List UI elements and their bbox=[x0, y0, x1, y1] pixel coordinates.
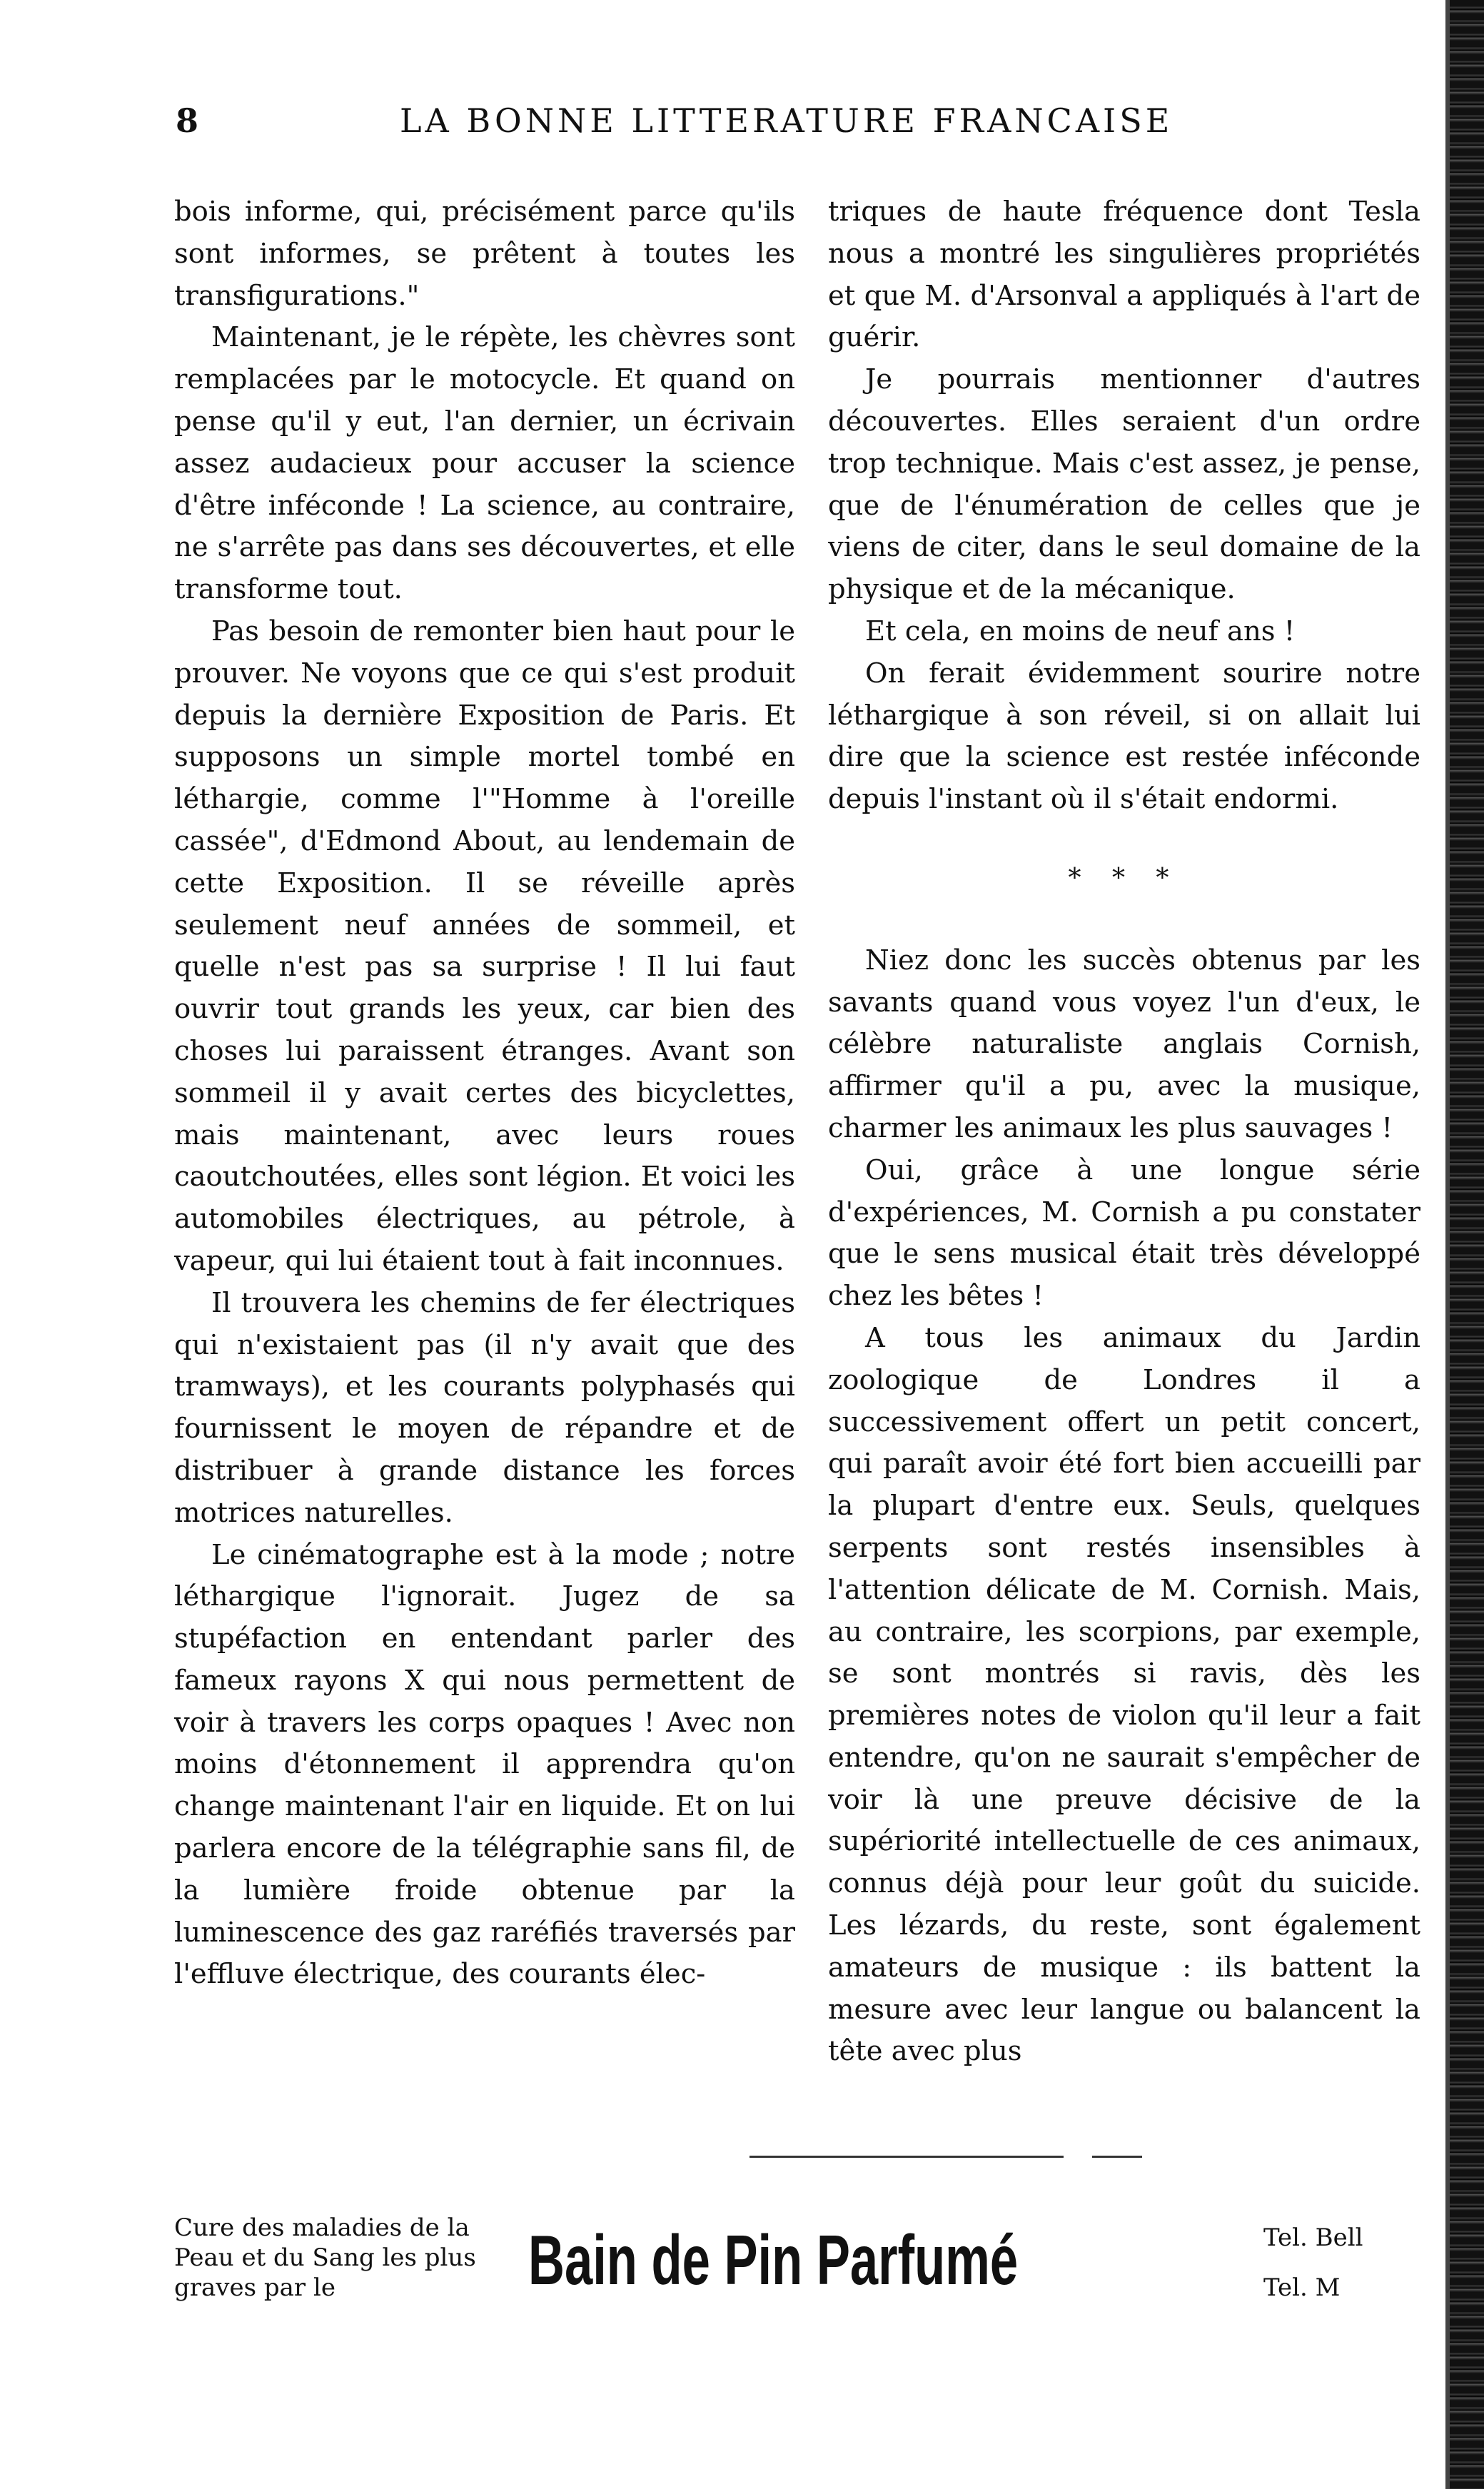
telephone-line-1: Tel. Bell bbox=[1263, 2223, 1363, 2252]
advertisement-telephone bbox=[1263, 2213, 1435, 2313]
scan-border bbox=[1450, 0, 1484, 2489]
right-paragraph-5: Niez donc les succès obtenus par les savants quand vous voyez l'un d'eux, le célèbre naturaliste anglais Cornish, affirmer qu'il a pu, avec la musique, charmer les animaux les plus sauvages ! bbox=[828, 944, 1420, 1144]
footer-rule-short bbox=[1092, 2156, 1142, 2158]
left-paragraph-3: Pas besoin de remonter bien haut pour le prouver. Ne voyons que ce qui s'est produit depuis la dernière Exposition de Paris. Et supposons un simple mortel tombé en léthargie, comme l'"Homme à l'oreille cassée", d'Edmond About, au lendemain de cette Exposition. Il se réveille après seulement neuf années de sommeil, et quelle n'est pas sa surprise ! Il lui faut ouvrir tout grands les yeux, car bien des choses lui paraissent étranges. Avant son sommeil il y avait certes des bicyclettes, mais maintenant, avec leurs roues caoutchoutées, elles sont légion. Et voici les automobiles électriques, au pétrole, à vapeur, qui lui étaient tout à fait inconnues. bbox=[174, 615, 795, 1277]
left-paragraph-1: bois informe, qui, précisément parce qu'ils sont informes, se prêtent à toutes les transfigurations." bbox=[174, 196, 795, 312]
section-separator: * * * bbox=[1068, 863, 1181, 893]
right-paragraph-7: A tous les animaux du Jardin zoologique de Londres il a successivement offert un petit concert, qui paraît avoir été fort bien accueilli par la plupart d'entre eux. Seuls, quelques serpents sont restés insensibles à l'attention délicate de M. Cornish. Mais, au contraire, les scorpions, par exemple, se sont montrés si ravis, dès les premières notes de violon qu'il leur a fait entendre, qu'on ne saurait s'empêcher de voir là une preuve décisive de la supériorité intellectuelle de ces animaux, connus déjà pour leur goût du suicide. Les lézards, du reste, sont également amateurs de musique : ils battent la mesure avec leur langue ou balancent la tête avec plus bbox=[828, 1321, 1420, 2068]
right-paragraph-2: Je pourrais mentionner d'autres découvertes. Elles seraient d'un ordre trop technique. Mais c'est assez, je pense, que de l'énumération de celles que je viens de citer, dans le seul domaine de la physique et de la mécanique. bbox=[828, 363, 1420, 606]
right-paragraph-1: triques de haute fréquence dont Tesla nous a montré les singulières propriétés et que M. d'Arsonval a appliqués à l'art de guérir. bbox=[828, 196, 1420, 354]
running-title: LA BONNE LITTERATURE FRANCAISE bbox=[400, 101, 1173, 140]
right-column bbox=[828, 191, 1420, 2204]
page-number: 8 bbox=[176, 101, 199, 140]
right-paragraph-6: Oui, grâce à une longue série d'expériences, M. Cornish a pu constater que le sens musical était très développé chez les bêtes ! bbox=[828, 1153, 1420, 1313]
right-paragraph-4: On ferait évidemment sourire notre léthargique à son réveil, si on allait lui dire que la science est restée inféconde depuis l'instant où il s'était endormi. bbox=[828, 657, 1420, 816]
telephone-line-2: Tel. M bbox=[1263, 2273, 1341, 2302]
left-paragraph-2: Maintenant, je le répète, les chèvres sont remplacées par le motocycle. Et quand on pense qu'il y eut, l'an dernier, un écrivain assez audacieux pour accuser la science d'être inféconde ! La science, au contraire, ne s'arrête pas dans ses découvertes, et elle transforme tout. bbox=[174, 321, 795, 606]
advertisement-headline: Bain de Pin Parfumé bbox=[528, 2221, 1019, 2299]
right-paragraph-3: Et cela, en moins de neuf ans ! bbox=[865, 615, 1296, 647]
footer-rule bbox=[749, 2156, 1064, 2158]
left-paragraph-5: Le cinématographe est à la mode ; notre léthargique l'ignorait. Jugez de sa stupéfaction en entendant parler des fameux rayons X qui nous permettent de voir à travers les corps opaques ! Avec non moins d'étonnement il apprendra qu'on change maintenant l'air en liquide. Et on lui parlera encore de la télégraphie sans fil, de la lumière froide obtenue par la luminescence des gaz raréfiés traversés par l'effluve électrique, des courants élec- bbox=[174, 1538, 795, 1991]
left-paragraph-4: Il trouvera les chemins de fer électriques qui n'existaient pas (il n'y avait que des tramways), et les courants polyphasés qui fournissent le moyen de répandre et de distribuer à grande distance les forces motrices naturelles. bbox=[174, 1286, 795, 1529]
advertisement-tagline: Cure des maladies de la Peau et du Sang les plus graves par le bbox=[174, 2213, 476, 2302]
left-column bbox=[174, 191, 795, 2204]
